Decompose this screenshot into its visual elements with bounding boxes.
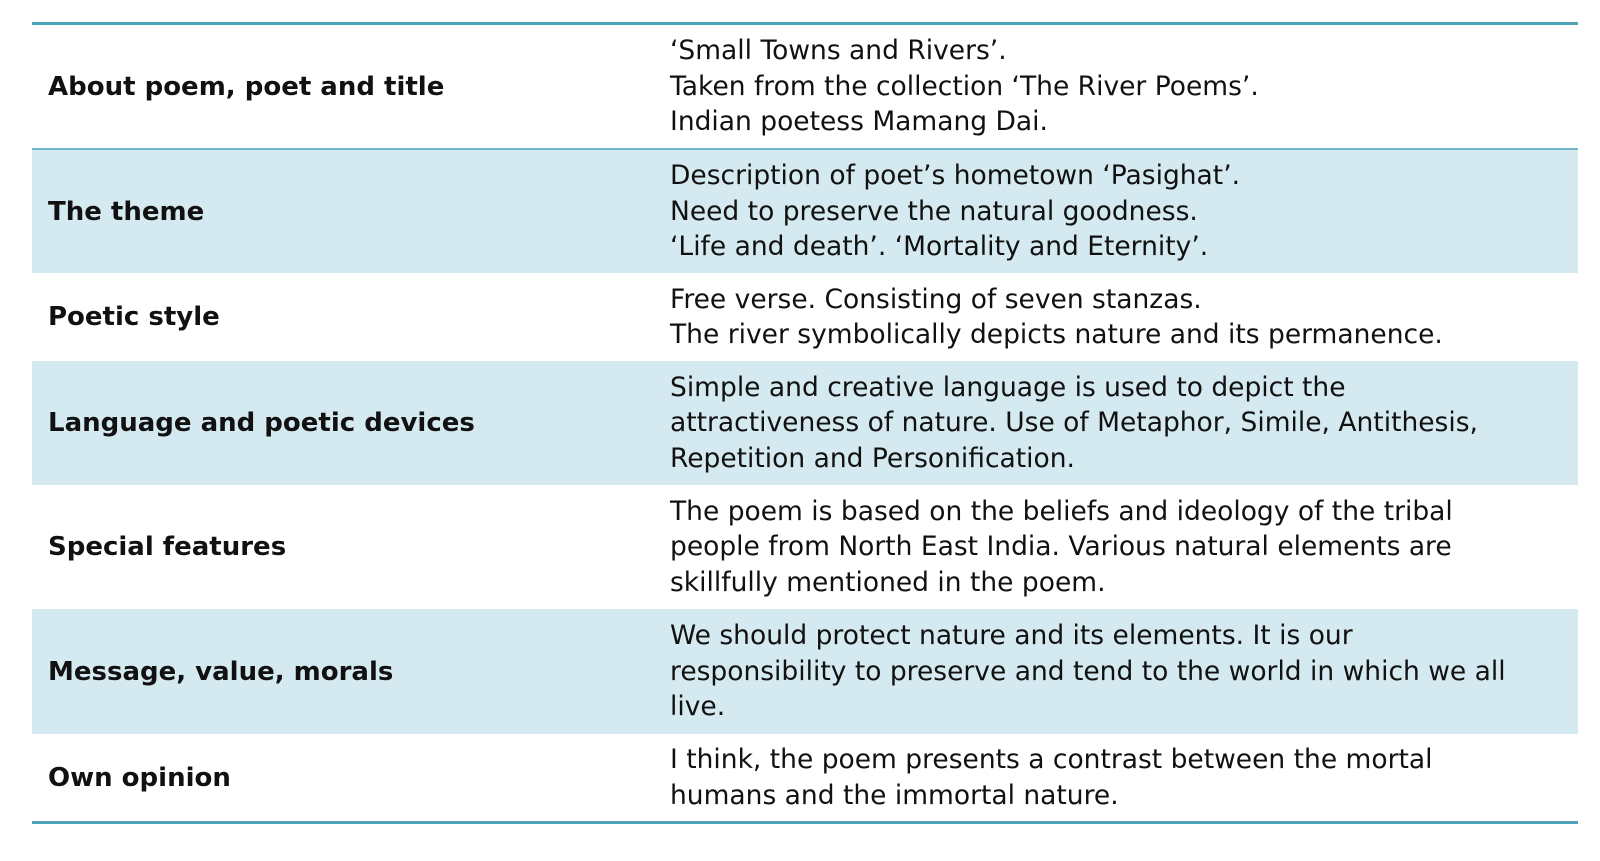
row-description bbox=[662, 370, 1578, 477]
description-line: ‘Life and death’. ‘Mortality and Eternity’. bbox=[670, 231, 1209, 263]
description-line: attractiveness of nature. Use of Metaphor, Simile, Antithesis, bbox=[670, 407, 1478, 439]
description-line: responsibility to preserve and tend to the world in which we all bbox=[670, 655, 1506, 687]
row-label: Special features bbox=[48, 532, 287, 562]
description-line: I think, the poem presents a contrast between the mortal bbox=[670, 744, 1433, 775]
description-line: live. bbox=[670, 691, 726, 723]
row-label: Poetic style bbox=[48, 302, 220, 332]
description-line: people from North East India. Various natural elements are bbox=[670, 531, 1452, 563]
description-line: Need to preserve the natural goodness. bbox=[670, 195, 1198, 227]
table-row bbox=[32, 148, 1578, 273]
poem-summary-table bbox=[32, 22, 1578, 824]
row-label: About poem, poet and title bbox=[48, 71, 445, 102]
description-line: The river symbolically depicts nature and its permanence. bbox=[670, 319, 1443, 350]
row-description bbox=[662, 494, 1578, 601]
description-line: humans and the immortal nature. bbox=[670, 779, 1119, 811]
table-row bbox=[32, 25, 1578, 148]
description-line: Free verse. Consisting of seven stanzas. bbox=[670, 283, 1202, 315]
description-line: skillfully mentioned in the poem. bbox=[670, 566, 1106, 598]
row-label: Own opinion bbox=[48, 762, 231, 793]
description-line: We should protect nature and its elements. It is our bbox=[670, 620, 1353, 652]
row-description bbox=[662, 33, 1578, 140]
row-description bbox=[662, 282, 1578, 353]
row-label: Language and poetic devices bbox=[48, 408, 475, 438]
table-row bbox=[32, 609, 1578, 734]
table-row bbox=[32, 361, 1578, 485]
description-line: Repetition and Personification. bbox=[670, 442, 1075, 474]
row-description bbox=[662, 158, 1578, 265]
row-label: Message, value, morals bbox=[48, 656, 394, 687]
description-line: ‘Small Towns and Rivers’. bbox=[670, 35, 1007, 67]
table-row bbox=[32, 734, 1578, 821]
table-row bbox=[32, 273, 1578, 361]
description-line: Simple and creative language is used to depict the bbox=[670, 371, 1346, 403]
row-description bbox=[662, 618, 1578, 725]
table-row bbox=[32, 485, 1578, 609]
description-line: Taken from the collection ‘The River Poems’. bbox=[670, 70, 1259, 102]
description-line: The poem is based on the beliefs and ideology of the tribal bbox=[670, 495, 1453, 527]
description-line: Indian poetess Mamang Dai. bbox=[670, 106, 1048, 138]
row-label: The theme bbox=[48, 196, 205, 227]
description-line: Description of poet’s hometown ‘Pasighat’. bbox=[670, 160, 1241, 192]
row-description bbox=[662, 742, 1578, 813]
